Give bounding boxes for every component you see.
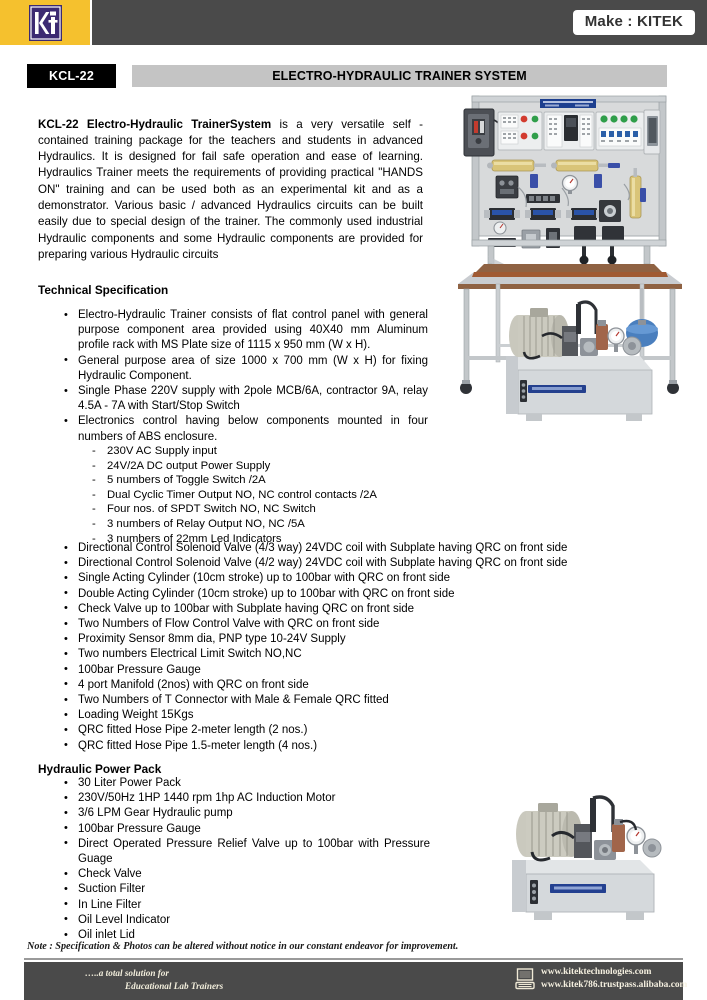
list-item: • Double Acting Cylinder (10cm stroke) up to 100bar with QRC on front side bbox=[60, 587, 660, 602]
logo-panel bbox=[0, 0, 90, 45]
list-item: • In Line Filter bbox=[60, 898, 430, 913]
list-item: - 230V AC Supply input bbox=[86, 444, 436, 459]
intro-paragraph bbox=[38, 117, 423, 264]
list-item: • 4 port Manifold (2nos) with QRC on front side bbox=[60, 678, 660, 693]
intro-lead: KCL-22 Electro-Hydraulic TrainerSystem bbox=[38, 117, 272, 131]
list-item: • Single Phase 220V supply with 2pole MCB/6A, contractor 9A, relay 4.5A - 7A with Start/Stop Switch bbox=[60, 384, 428, 414]
laptop-icon bbox=[515, 968, 535, 995]
product-title-bar bbox=[132, 65, 667, 87]
technical-sub-bullets bbox=[86, 444, 436, 546]
list-item: - Dual Cyclic Timer Output NO, NC control contacts /2A bbox=[86, 488, 436, 503]
footer-tagline bbox=[85, 967, 223, 993]
list-item: - Four nos. of SPDT Switch NO, NC Switch bbox=[86, 502, 436, 517]
list-item: • Electronics control having below components mounted in four numbers of ABS enclosure. bbox=[60, 414, 428, 444]
product-title-row bbox=[0, 64, 707, 88]
footer-url-list bbox=[541, 966, 687, 992]
list-item: • Single Acting Cylinder (10cm stroke) up to 100bar with QRC on front side bbox=[60, 571, 660, 586]
power-pack-product-photo bbox=[470, 792, 676, 927]
power-pack-bullets bbox=[60, 776, 430, 943]
list-item: - 3 numbers of 22mm Led Indicators bbox=[86, 532, 436, 547]
footer-tagline-line1: …..a total solution for bbox=[85, 968, 169, 978]
page-header bbox=[0, 0, 707, 45]
kitek-logo-icon bbox=[29, 5, 62, 41]
list-item: • QRC fitted Hose Pipe 1.5-meter length (4 nos.) bbox=[60, 739, 660, 754]
page-title: ELECTRO-HYDRAULIC TRAINER SYSTEM bbox=[272, 69, 527, 83]
model-code-badge: KCL-22 bbox=[27, 64, 116, 88]
list-item: • Two Numbers of T Connector with Male & Female QRC fitted bbox=[60, 693, 660, 708]
list-item: • Suction Filter bbox=[60, 882, 430, 897]
technical-spec-heading: Technical Specification bbox=[38, 283, 169, 297]
list-item: - 5 numbers of Toggle Switch /2A bbox=[86, 473, 436, 488]
list-item: • Check Valve bbox=[60, 867, 430, 882]
list-item: • Loading Weight 15Kgs bbox=[60, 708, 660, 723]
list-item: • Electro-Hydraulic Trainer consists of flat control panel with general purpose component area provided using 40X40 mm Aluminum profile rack with MS Plate size of 1115 x 950 mm (W x H). bbox=[60, 308, 428, 354]
trainer-product-photo bbox=[444, 88, 696, 438]
list-item: • 230V/50Hz 1HP 1440 rpm 1hp AC Induction Motor bbox=[60, 791, 430, 806]
list-item: • Directional Control Solenoid Valve (4/2 way) 24VDC coil with Subplate having QRC on front side bbox=[60, 556, 660, 571]
list-item: • QRC fitted Hose Pipe 2-meter length (2 nos.) bbox=[60, 723, 660, 738]
list-item: • Oil Level Indicator bbox=[60, 913, 430, 928]
list-item: • Directional Control Solenoid Valve (4/3 way) 24VDC coil with Subplate having QRC on front side bbox=[60, 541, 660, 556]
footer-divider bbox=[24, 958, 683, 960]
list-item: • Direct Operated Pressure Relief Valve up to 100bar with Pressure Guage bbox=[60, 837, 430, 867]
list-item: • 30 Liter Power Pack bbox=[60, 776, 430, 791]
header-dark-band bbox=[90, 0, 707, 45]
list-item: • Two Numbers of Flow Control Valve with QRC on front side bbox=[60, 617, 660, 632]
power-pack-heading: Hydraulic Power Pack bbox=[38, 762, 162, 776]
list-item: • 100bar Pressure Gauge bbox=[60, 663, 660, 678]
list-item: • 100bar Pressure Gauge bbox=[60, 822, 430, 837]
technical-bullets-narrow bbox=[60, 308, 428, 445]
footer-note: Note : Specification & Photos can be altered without notice in our constant endeavor for improvement. bbox=[27, 941, 459, 952]
footer-links bbox=[515, 966, 687, 995]
list-item: • Two numbers Electrical Limit Switch NO,NC bbox=[60, 647, 660, 662]
footer-tagline-line2: Educational Lab Trainers bbox=[125, 981, 224, 991]
list-item: - 24V/2A DC output Power Supply bbox=[86, 459, 436, 474]
list-item: • Proximity Sensor 8mm dia, PNP type 10-24V Supply bbox=[60, 632, 660, 647]
make-badge: Make : KITEK bbox=[573, 10, 695, 34]
technical-bullets-wide bbox=[60, 541, 660, 754]
list-item: - 3 numbers of Relay Output NO, NC /5A bbox=[86, 517, 436, 532]
intro-body: is a very versatile self - contained training package for the teachers and students in advanced Hydraulics. It is designed for fail safe operation and ease of learning. Hydraulics Trainer meets the requirements of providing practical "HANDS ON" training and can be used both as an experimental kit and as a demonstrator. Various basic / advanced Hydraulics circuits can be built easily due to special design of the trainer. The commonly used industrial Hydraulic components and some Hydraulic components are provided for preparing various Hydraulic circuits bbox=[38, 117, 423, 261]
list-item: • Check Valve up to 100bar with Subplate having QRC on front side bbox=[60, 602, 660, 617]
footer-url-primary[interactable]: www.kitektechnologies.com bbox=[541, 967, 652, 977]
list-item: • General purpose area of size 1000 x 700 mm (W x H) for fixing Hydraulic Component. bbox=[60, 354, 428, 384]
footer-url-secondary[interactable]: www.kitek786.trustpass.alibaba.com bbox=[541, 980, 688, 991]
list-item: • Oil inlet Lid bbox=[60, 928, 430, 943]
list-item: • 3/6 LPM Gear Hydraulic pump bbox=[60, 806, 430, 821]
